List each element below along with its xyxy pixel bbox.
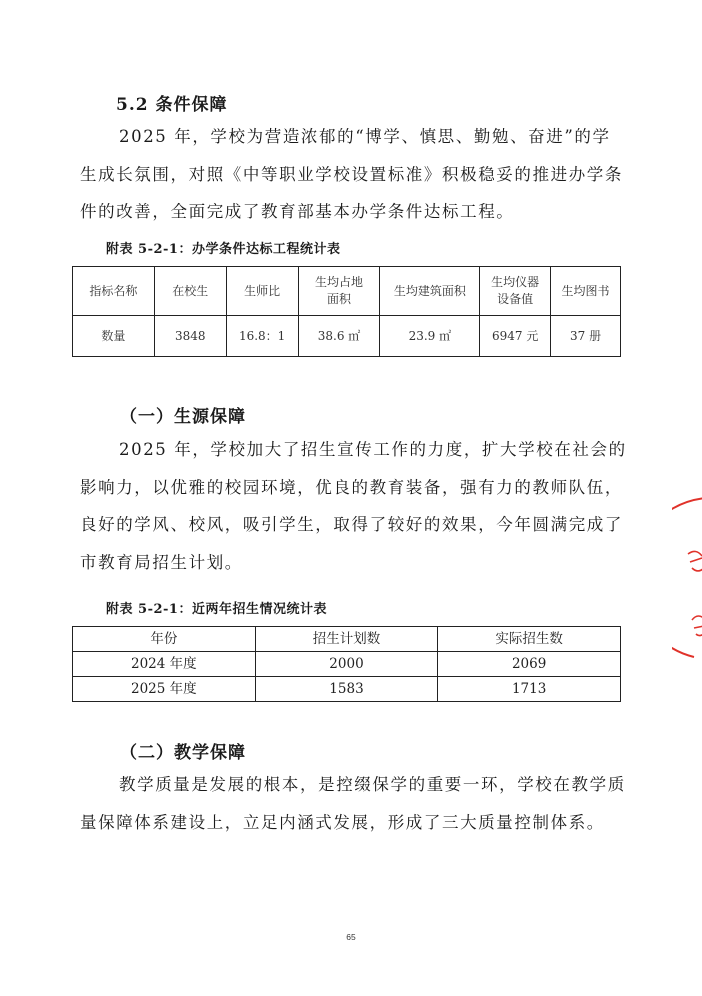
conditions-table <box>72 266 621 357</box>
table2-cell: 1713 <box>438 677 621 702</box>
table2-cell: 2025 年度 <box>73 677 256 702</box>
table1-header-cell: 生师比 <box>226 267 298 316</box>
table1-header-cell: 生均占地面积 <box>298 267 380 316</box>
sub2-text: 教学质量是发展的根本，是控缀保学的重要一环，学校在教学质量保障体系建设上，立足内涵式发展，形成了三大质量控制体系。 <box>80 775 626 832</box>
section-heading: 5.2 条件保障 <box>116 95 228 115</box>
table1-data-row <box>73 316 621 357</box>
sub1-paragraph <box>80 431 628 581</box>
table1-header-cell: 生均仪器设备值 <box>480 267 551 316</box>
sub2-paragraph <box>80 766 628 841</box>
table2-cell: 2024 年度 <box>73 652 256 677</box>
intro-text: 2025 年，学校为营造浓郁的“博学、慎思、勤勉、奋进”的学生成长氛围，对照《中等职业学校设置标准》积极稳妥的推进办学条件的改善，全面完成了教育部基本办学条件达标工程。 <box>80 127 623 221</box>
table2-header-cell: 年份 <box>73 627 256 652</box>
sub1-text: 2025 年，学校加大了招生宣传工作的力度，扩大学校在社会的影响力，以优雅的校园环境，优良的教育装备，强有力的教师队伍，良好的学风、校风，吸引学生，取得了较好的效果，今年圆满完成了市教育局招生计划。 <box>80 440 627 572</box>
table1-data-cell: 16.8：1 <box>226 316 298 357</box>
table1-data-cell: 38.6 ㎡ <box>298 316 380 357</box>
table2-cell: 2069 <box>438 652 621 677</box>
table-row <box>73 652 621 677</box>
table1-data-cell: 数量 <box>73 316 155 357</box>
page-number: 65 <box>346 932 356 942</box>
sub1-heading: （一）生源保障 <box>120 407 246 427</box>
table2-cell: 2000 <box>255 652 438 677</box>
table2-cell: 1583 <box>255 677 438 702</box>
table1-data-cell: 37 册 <box>551 316 621 357</box>
table1-header-cell: 在校生 <box>154 267 226 316</box>
table1-header-cell: 生均图书 <box>551 267 621 316</box>
sub2-heading: （二）教学保障 <box>120 743 246 763</box>
table2-header-cell: 实际招生数 <box>438 627 621 652</box>
official-seal-stamp <box>672 492 702 672</box>
table2-header-row <box>73 627 621 652</box>
table2-caption: 附表 5-2-1：近两年招生情况统计表 <box>106 602 327 617</box>
table1-data-cell: 23.9 ㎡ <box>380 316 480 357</box>
table1-data-cell: 3848 <box>154 316 226 357</box>
table-row <box>73 677 621 702</box>
table1-header-cell: 生均建筑面积 <box>380 267 480 316</box>
intro-paragraph <box>80 118 628 231</box>
enrollment-table <box>72 626 621 702</box>
table1-caption: 附表 5-2-1：办学条件达标工程统计表 <box>106 242 341 257</box>
table2-header-cell: 招生计划数 <box>255 627 438 652</box>
table1-data-cell: 6947 元 <box>480 316 551 357</box>
table1-header-cell: 指标名称 <box>73 267 155 316</box>
table1-header-row <box>73 267 621 316</box>
